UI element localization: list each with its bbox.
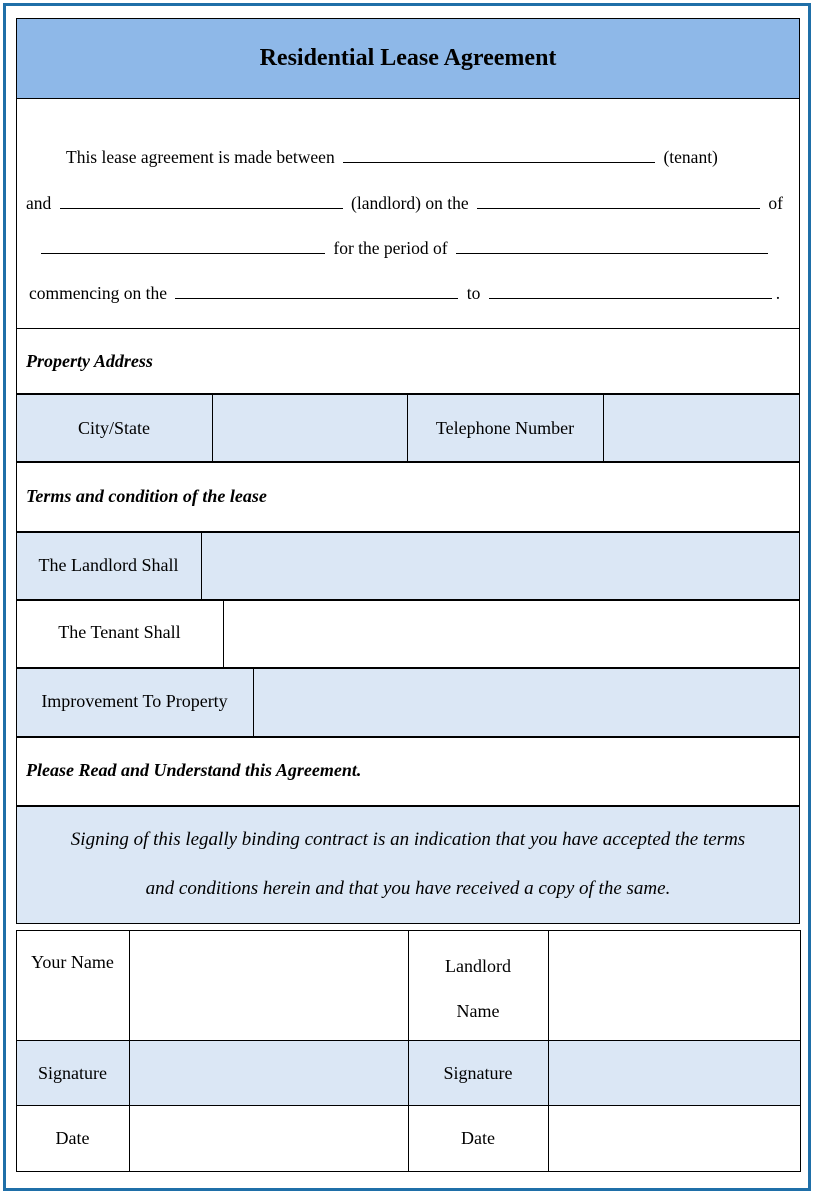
improvement-label: Improvement To Property (41, 690, 228, 711)
intro-line-3 (41, 238, 768, 259)
intro-line-1 (66, 147, 718, 168)
landlord-name-blank[interactable] (60, 195, 343, 209)
telephone-label: Telephone Number (435, 417, 575, 438)
landlord-shall-label: The Landlord Shall (38, 554, 179, 575)
intro-line-4 (29, 283, 780, 304)
document-title: Residential Lease Agreement (16, 18, 800, 99)
city-state-field[interactable] (213, 395, 407, 461)
intro-text: and (26, 193, 52, 213)
signature-left-label: Signature (38, 1062, 107, 1083)
notice-line-1: Signing of this legally binding contract is an indication that you have accepted the terms (70, 829, 746, 850)
landlord-shall-field[interactable] (202, 533, 799, 599)
intro-text: This lease agreement is made between (66, 147, 335, 167)
notice-text (16, 815, 800, 913)
landlord-date-field[interactable] (549, 1107, 800, 1171)
intro-line-2 (26, 193, 783, 214)
intro-text: . (775, 283, 781, 303)
period-blank[interactable] (456, 240, 768, 254)
intro-text: of (768, 193, 783, 213)
intro-text: to (466, 283, 481, 303)
your-signature-field[interactable] (130, 1041, 408, 1105)
date-blank[interactable] (477, 195, 760, 209)
intro-text: commencing on the (29, 283, 168, 303)
intro-text: (tenant) (663, 147, 718, 167)
property-address-label: Property Address (26, 350, 153, 371)
signature-right-label: Signature (443, 1062, 513, 1083)
read-heading: Please Read and Understand this Agreement. (26, 759, 362, 780)
end-date-blank[interactable] (489, 285, 772, 299)
landlord-name-label-line-1: Landlord (445, 956, 511, 976)
month-year-blank[interactable] (41, 240, 325, 254)
date-right-label: Date (461, 1127, 495, 1148)
intro-paragraph (16, 99, 800, 329)
city-state-label: City/State (78, 417, 150, 438)
telephone-field[interactable] (604, 395, 799, 461)
notice-line-2: and conditions herein and that you have received a copy of the same. (145, 878, 671, 899)
tenant-name-blank[interactable] (343, 149, 655, 163)
your-date-field[interactable] (130, 1107, 408, 1171)
tenant-shall-field[interactable] (224, 601, 799, 667)
your-name-field[interactable] (130, 931, 408, 1040)
date-left-label: Date (55, 1127, 90, 1148)
intro-text: (landlord) on the (351, 193, 469, 213)
improvement-field[interactable] (254, 669, 799, 736)
intro-text: for the period of (333, 238, 448, 258)
landlord-signature-field[interactable] (549, 1041, 800, 1105)
landlord-name-label (408, 944, 548, 1034)
landlord-name-field[interactable] (549, 931, 800, 1040)
start-date-blank[interactable] (175, 285, 458, 299)
landlord-name-label-line-2: Name (456, 1001, 500, 1021)
your-name-label: Your Name (31, 951, 114, 972)
tenant-shall-label: The Tenant Shall (58, 621, 181, 642)
terms-heading: Terms and condition of the lease (26, 485, 267, 506)
